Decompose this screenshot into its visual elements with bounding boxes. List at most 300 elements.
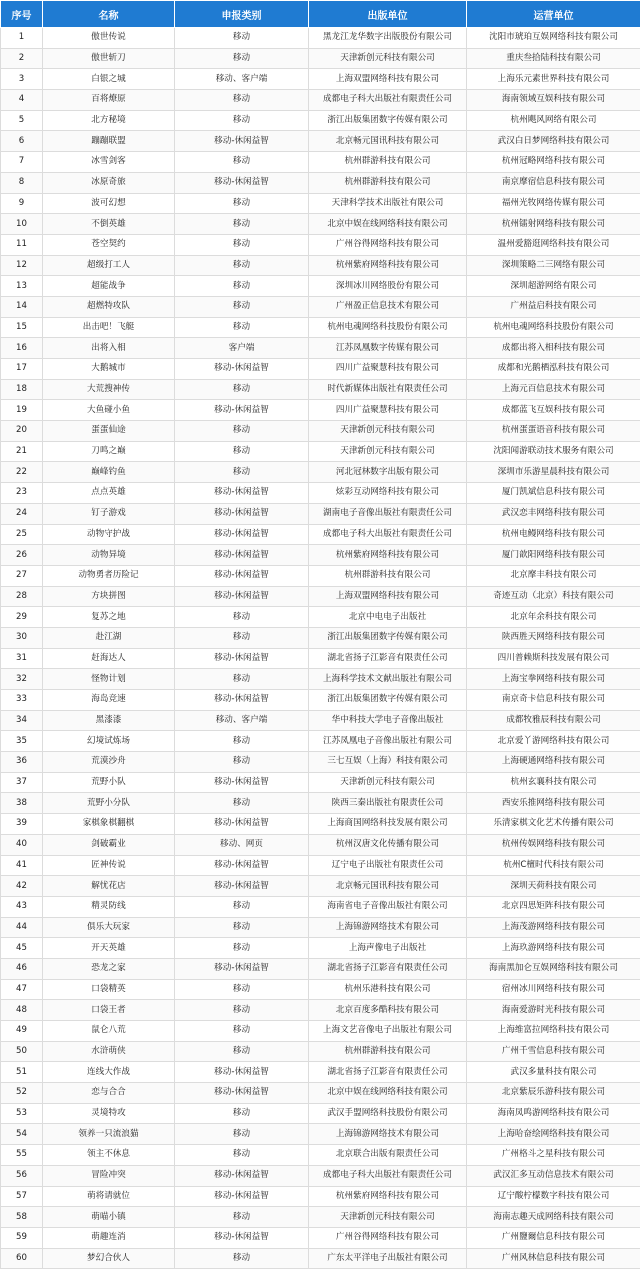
cell-publisher: 北京联合出版有限责任公司 [309, 1145, 467, 1166]
table-row [1, 586, 640, 607]
cell-publisher: 四川广益聚慧科技有限公司 [309, 359, 467, 380]
cell-index: 34 [1, 710, 43, 731]
cell-publisher: 江苏凤凰电子音像出版社有限公司 [309, 731, 467, 752]
table-row [1, 938, 640, 959]
table-row [1, 28, 640, 49]
table-row [1, 90, 640, 111]
cell-publisher: 北京畅元国讯科技有限公司 [309, 876, 467, 897]
cell-index: 30 [1, 627, 43, 648]
cell-publisher: 北京中娱在线网络科技有限公司 [309, 1083, 467, 1104]
cell-publisher: 辽宁电子出版社有限责任公司 [309, 855, 467, 876]
cell-category: 移动-休闲益智 [175, 586, 309, 607]
cell-operator: 广州千雪信息科技有限公司 [467, 1041, 640, 1062]
cell-publisher: 上海商国网络科技发展有限公司 [309, 814, 467, 835]
cell-operator: 海南志趣天成网络科技有限公司 [467, 1207, 640, 1228]
cell-name: 巅峰钓鱼 [43, 462, 175, 483]
cell-publisher: 河北冠林数字出版有限公司 [309, 462, 467, 483]
cell-name: 荒野小队 [43, 772, 175, 793]
table-row [1, 607, 640, 628]
cell-category: 移动 [175, 421, 309, 442]
cell-category: 移动 [175, 1021, 309, 1042]
cell-index: 1 [1, 28, 43, 49]
cell-index: 19 [1, 400, 43, 421]
cell-index: 5 [1, 110, 43, 131]
cell-category: 移动 [175, 317, 309, 338]
cell-publisher: 杭州群游科技有限公司 [309, 1041, 467, 1062]
cell-publisher: 成都电子科大出版社有限责任公司 [309, 1165, 467, 1186]
cell-name: 白银之城 [43, 69, 175, 90]
cell-name: 匠神传说 [43, 855, 175, 876]
cell-operator: 成都和光鹅栖泓科技有限公司 [467, 359, 640, 380]
cell-publisher: 上海锦游网络技术有限公司 [309, 917, 467, 938]
cell-name: 幻境试炼场 [43, 731, 175, 752]
cell-operator: 北京爱丫游网络科技有限公司 [467, 731, 640, 752]
cell-operator: 上海硬通网络科技有限公司 [467, 752, 640, 773]
cell-category: 移动 [175, 752, 309, 773]
cell-index: 57 [1, 1186, 43, 1207]
cell-operator: 上海茂游网络科技有限公司 [467, 917, 640, 938]
cell-publisher: 天津新创元科技有限公司 [309, 441, 467, 462]
cell-index: 7 [1, 152, 43, 173]
cell-index: 35 [1, 731, 43, 752]
cell-category: 移动 [175, 669, 309, 690]
table-row [1, 669, 640, 690]
cell-operator: 北京四思矩阵科技有限公司 [467, 896, 640, 917]
cell-publisher: 北京畅元国讯科技有限公司 [309, 131, 467, 152]
cell-index: 46 [1, 958, 43, 979]
cell-publisher: 华中科技大学电子音像出版社 [309, 710, 467, 731]
cell-operator: 杭州飓风网络有限公司 [467, 110, 640, 131]
table-row [1, 545, 640, 566]
cell-category: 移动-休闲益智 [175, 359, 309, 380]
cell-operator: 福州光牧网络传媒有限公司 [467, 193, 640, 214]
cell-name: 解忧花店 [43, 876, 175, 897]
table-row [1, 152, 640, 173]
table-row [1, 958, 640, 979]
table-row [1, 69, 640, 90]
cell-index: 38 [1, 793, 43, 814]
table-header [1, 1, 640, 28]
cell-index: 6 [1, 131, 43, 152]
table-row [1, 1207, 640, 1228]
cell-category: 移动-休闲益智 [175, 855, 309, 876]
cell-index: 42 [1, 876, 43, 897]
cell-name: 萌将请就位 [43, 1186, 175, 1207]
table-row [1, 979, 640, 1000]
cell-category: 客户端 [175, 338, 309, 359]
cell-publisher: 黑龙江龙华数字出版股份有限公司 [309, 28, 467, 49]
cell-category: 移动 [175, 896, 309, 917]
cell-index: 40 [1, 834, 43, 855]
cell-index: 26 [1, 545, 43, 566]
cell-index: 45 [1, 938, 43, 959]
table-row [1, 1165, 640, 1186]
header-name: 名称 [43, 1, 175, 28]
cell-name: 钉子游戏 [43, 503, 175, 524]
table-row [1, 1000, 640, 1021]
cell-operator: 奇迹互动（北京）科技有限公司 [467, 586, 640, 607]
cell-name: 恐龙之家 [43, 958, 175, 979]
cell-category: 移动 [175, 979, 309, 1000]
cell-index: 21 [1, 441, 43, 462]
table-row [1, 565, 640, 586]
cell-index: 58 [1, 1207, 43, 1228]
cell-category: 移动-休闲益智 [175, 648, 309, 669]
cell-operator: 上海哈奋绘网络科技有限公司 [467, 1124, 640, 1145]
table-row [1, 793, 640, 814]
cell-index: 53 [1, 1103, 43, 1124]
cell-index: 47 [1, 979, 43, 1000]
cell-name: 大荒搜神传 [43, 379, 175, 400]
cell-category: 移动-休闲益智 [175, 483, 309, 504]
cell-operator: 杭州玄襄科技有限公司 [467, 772, 640, 793]
cell-operator: 上海玖游网络科技有限公司 [467, 938, 640, 959]
table-row [1, 296, 640, 317]
table-row [1, 462, 640, 483]
cell-category: 移动 [175, 1000, 309, 1021]
cell-operator: 重庆叁拾陆科技有限公司 [467, 48, 640, 69]
table-row [1, 1124, 640, 1145]
cell-name: 波可幻想 [43, 193, 175, 214]
cell-publisher: 浙江出版集团数字传媒有限公司 [309, 110, 467, 131]
cell-name: 复苏之地 [43, 607, 175, 628]
table-row [1, 234, 640, 255]
cell-category: 移动-休闲益智 [175, 565, 309, 586]
cell-index: 39 [1, 814, 43, 835]
cell-publisher: 湖北省扬子江影音有限责任公司 [309, 1062, 467, 1083]
cell-category: 移动 [175, 90, 309, 111]
cell-name: 傲世传说 [43, 28, 175, 49]
cell-name: 不倒英雄 [43, 214, 175, 235]
cell-index: 55 [1, 1145, 43, 1166]
table-row [1, 1248, 640, 1269]
cell-operator: 杭州蛋蛋语音科技有限公司 [467, 421, 640, 442]
cell-operator: 北京年余科技有限公司 [467, 607, 640, 628]
cell-name: 赴江湖 [43, 627, 175, 648]
cell-category: 移动 [175, 234, 309, 255]
cell-name: 冰原奇旅 [43, 172, 175, 193]
cell-publisher: 杭州紫府网络科技有限公司 [309, 255, 467, 276]
cell-category: 移动 [175, 462, 309, 483]
cell-index: 27 [1, 565, 43, 586]
cell-operator: 海南领域互娱科技有限公司 [467, 90, 640, 111]
table-row [1, 710, 640, 731]
cell-operator: 广州鹽爾信息科技有限公司 [467, 1227, 640, 1248]
cell-name: 百将燎原 [43, 90, 175, 111]
table-row [1, 690, 640, 711]
cell-publisher: 天津新创元科技有限公司 [309, 772, 467, 793]
cell-name: 大鹅城市 [43, 359, 175, 380]
table-row [1, 896, 640, 917]
cell-category: 移动 [175, 1041, 309, 1062]
cell-category: 移动 [175, 296, 309, 317]
cell-operator: 武汉汇多互动信息技术有限公司 [467, 1165, 640, 1186]
cell-name: 萌喵小镇 [43, 1207, 175, 1228]
cell-name: 水浒萌侠 [43, 1041, 175, 1062]
table-row [1, 131, 640, 152]
cell-name: 剑破霸业 [43, 834, 175, 855]
cell-publisher: 北京中电电子出版社 [309, 607, 467, 628]
cell-publisher: 炫彩互动网络科技有限公司 [309, 483, 467, 504]
cell-publisher: 上海科学技术文献出版社有限公司 [309, 669, 467, 690]
cell-name: 大鱼碰小鱼 [43, 400, 175, 421]
cell-index: 17 [1, 359, 43, 380]
cell-operator: 上海乐元素世界科技有限公司 [467, 69, 640, 90]
cell-publisher: 杭州群游科技有限公司 [309, 152, 467, 173]
cell-name: 冰雪剑客 [43, 152, 175, 173]
table-row [1, 1103, 640, 1124]
cell-publisher: 陕西三秦出版社有限责任公司 [309, 793, 467, 814]
cell-category: 移动 [175, 255, 309, 276]
cell-category: 移动 [175, 193, 309, 214]
cell-category: 移动 [175, 441, 309, 462]
cell-publisher: 武汉手盟网络科技股份有限公司 [309, 1103, 467, 1124]
cell-publisher: 杭州紫府网络科技有限公司 [309, 1186, 467, 1207]
cell-publisher: 天津科学技术出版社有限公司 [309, 193, 467, 214]
cell-name: 点点英雄 [43, 483, 175, 504]
cell-publisher: 四川广益聚慧科技有限公司 [309, 400, 467, 421]
cell-category: 移动-休闲益智 [175, 876, 309, 897]
cell-name: 动物守护战 [43, 524, 175, 545]
cell-index: 2 [1, 48, 43, 69]
cell-operator: 杭州冠略网络科技有限公司 [467, 152, 640, 173]
cell-publisher: 湖北省扬子江影音有限责任公司 [309, 958, 467, 979]
cell-category: 移动 [175, 1145, 309, 1166]
cell-operator: 深圳超游网络有限公司 [467, 276, 640, 297]
cell-operator: 成都出将入相科技有限公司 [467, 338, 640, 359]
cell-operator: 武汉白日梦网络科技有限公司 [467, 131, 640, 152]
table-row [1, 876, 640, 897]
cell-index: 12 [1, 255, 43, 276]
cell-operator: 广州风林信息科技有限公司 [467, 1248, 640, 1269]
cell-operator: 宿州冰川网络科技有限公司 [467, 979, 640, 1000]
cell-category: 移动 [175, 627, 309, 648]
table-row [1, 503, 640, 524]
cell-index: 11 [1, 234, 43, 255]
cell-index: 37 [1, 772, 43, 793]
cell-index: 22 [1, 462, 43, 483]
table-row [1, 441, 640, 462]
cell-index: 52 [1, 1083, 43, 1104]
cell-operator: 四川普赖斯科技发展有限公司 [467, 648, 640, 669]
cell-category: 移动-休闲益智 [175, 814, 309, 835]
cell-operator: 温州爱豁逛网络科技有限公司 [467, 234, 640, 255]
cell-publisher: 杭州群游科技有限公司 [309, 172, 467, 193]
table-row [1, 48, 640, 69]
header-index: 序号 [1, 1, 43, 28]
cell-index: 3 [1, 69, 43, 90]
table-row [1, 855, 640, 876]
cell-name: 精灵防线 [43, 896, 175, 917]
cell-publisher: 湖南电子音像出版社有限责任公司 [309, 503, 467, 524]
cell-name: 荒野小分队 [43, 793, 175, 814]
cell-category: 移动-休闲益智 [175, 172, 309, 193]
cell-category: 移动 [175, 793, 309, 814]
cell-operator: 深圳市乐游星晨科技有限公司 [467, 462, 640, 483]
cell-index: 56 [1, 1165, 43, 1186]
cell-category: 移动 [175, 1207, 309, 1228]
cell-publisher: 浙江出版集团数字传媒有限公司 [309, 627, 467, 648]
cell-operator: 武汉多量科技有限公司 [467, 1062, 640, 1083]
cell-name: 领养一只流浪猫 [43, 1124, 175, 1145]
cell-index: 8 [1, 172, 43, 193]
cell-operator: 广州益启科技有限公司 [467, 296, 640, 317]
cell-name: 连线大作战 [43, 1062, 175, 1083]
cell-operator: 广州格斗之星科技有限公司 [467, 1145, 640, 1166]
cell-index: 10 [1, 214, 43, 235]
cell-operator: 海南凤鸣游网络科技有限公司 [467, 1103, 640, 1124]
cell-publisher: 海南省电子音像出版社有限公司 [309, 896, 467, 917]
cell-publisher: 天津新创元科技有限公司 [309, 48, 467, 69]
table-row [1, 814, 640, 835]
cell-operator: 武汉恋丰网络科技有限公司 [467, 503, 640, 524]
cell-category: 移动、客户端 [175, 710, 309, 731]
table-row [1, 1021, 640, 1042]
cell-operator: 北京摩丰科技有限公司 [467, 565, 640, 586]
cell-category: 移动-休闲益智 [175, 772, 309, 793]
cell-operator: 成都牧雅辰科技有限公司 [467, 710, 640, 731]
cell-name: 北方秘境 [43, 110, 175, 131]
cell-operator: 厦门凯斌信息科技有限公司 [467, 483, 640, 504]
cell-category: 移动 [175, 48, 309, 69]
cell-operator: 海南黑加仑互娱网络科技有限公司 [467, 958, 640, 979]
table-row [1, 379, 640, 400]
cell-category: 移动-休闲益智 [175, 1227, 309, 1248]
cell-index: 18 [1, 379, 43, 400]
table-row [1, 317, 640, 338]
table-row [1, 421, 640, 442]
cell-operator: 陕西胜天网络科技有限公司 [467, 627, 640, 648]
table-row [1, 193, 640, 214]
cell-category: 移动 [175, 110, 309, 131]
cell-name: 俱乐大玩家 [43, 917, 175, 938]
table-row [1, 917, 640, 938]
cell-index: 9 [1, 193, 43, 214]
cell-index: 15 [1, 317, 43, 338]
cell-publisher: 杭州紫府网络科技有限公司 [309, 545, 467, 566]
cell-publisher: 广州盈正信息技术有限公司 [309, 296, 467, 317]
cell-publisher: 上海声像电子出版社 [309, 938, 467, 959]
cell-name: 赶海达人 [43, 648, 175, 669]
cell-index: 36 [1, 752, 43, 773]
cell-category: 移动-休闲益智 [175, 690, 309, 711]
cell-publisher: 天津新创元科技有限公司 [309, 421, 467, 442]
cell-index: 4 [1, 90, 43, 111]
cell-index: 59 [1, 1227, 43, 1248]
cell-publisher: 上海锦游网络技术有限公司 [309, 1124, 467, 1145]
cell-name: 动物异境 [43, 545, 175, 566]
table-row [1, 1083, 640, 1104]
cell-operator: 成都蓝飞互娱科技有限公司 [467, 400, 640, 421]
cell-name: 恋与合合 [43, 1083, 175, 1104]
cell-publisher: 湖北省扬子江影音有限责任公司 [309, 648, 467, 669]
table-row [1, 338, 640, 359]
cell-name: 萌趣连消 [43, 1227, 175, 1248]
cell-index: 54 [1, 1124, 43, 1145]
cell-category: 移动、网页 [175, 834, 309, 855]
cell-index: 20 [1, 421, 43, 442]
cell-name: 动物勇者历险记 [43, 565, 175, 586]
cell-category: 移动-休闲益智 [175, 524, 309, 545]
cell-operator: 厦门歆阳网络科技有限公司 [467, 545, 640, 566]
cell-operator: 深圳天荷科技有限公司 [467, 876, 640, 897]
table-body [1, 28, 640, 1269]
cell-publisher: 成都电子科大出版社有限责任公司 [309, 90, 467, 111]
cell-operator: 杭州电魂网络科技股份有限公司 [467, 317, 640, 338]
cell-publisher: 上海双盟网络科技有限公司 [309, 586, 467, 607]
cell-name: 领主不休息 [43, 1145, 175, 1166]
cell-operator: 沈阳闻游联动技术服务有限公司 [467, 441, 640, 462]
cell-publisher: 上海双盟网络科技有限公司 [309, 69, 467, 90]
cell-publisher: 三七互娱（上海）科技有限公司 [309, 752, 467, 773]
cell-operator: 南京摩宿信息科技有限公司 [467, 172, 640, 193]
cell-index: 33 [1, 690, 43, 711]
cell-index: 48 [1, 1000, 43, 1021]
cell-publisher: 上海文艺音像电子出版社有限公司 [309, 1021, 467, 1042]
cell-index: 43 [1, 896, 43, 917]
cell-operator: 杭州镭射网络科技有限公司 [467, 214, 640, 235]
cell-name: 开天英雄 [43, 938, 175, 959]
table-row [1, 255, 640, 276]
cell-category: 移动 [175, 214, 309, 235]
table-row [1, 731, 640, 752]
cell-name: 超燃特攻队 [43, 296, 175, 317]
cell-publisher: 广东太平洋电子出版社有限公司 [309, 1248, 467, 1269]
cell-publisher: 杭州乐港科技有限公司 [309, 979, 467, 1000]
cell-operator: 杭州传娱网络科技有限公司 [467, 834, 640, 855]
table-row [1, 1041, 640, 1062]
cell-name: 灵境特攻 [43, 1103, 175, 1124]
cell-publisher: 深圳冰川网络股份有限公司 [309, 276, 467, 297]
header-publisher: 出版单位 [309, 1, 467, 28]
cell-index: 60 [1, 1248, 43, 1269]
cell-operator: 乐清家棋文化艺术传播有限公司 [467, 814, 640, 835]
table-row [1, 1186, 640, 1207]
cell-name: 出将入相 [43, 338, 175, 359]
cell-name: 冒险冲突 [43, 1165, 175, 1186]
cell-category: 移动 [175, 152, 309, 173]
cell-category: 移动 [175, 28, 309, 49]
cell-category: 移动-休闲益智 [175, 131, 309, 152]
cell-category: 移动-休闲益智 [175, 1062, 309, 1083]
table-row [1, 1062, 640, 1083]
cell-name: 超级打工人 [43, 255, 175, 276]
cell-operator: 杭州电鳗网络科技有限公司 [467, 524, 640, 545]
cell-operator: 西安乐推网络科技有限公司 [467, 793, 640, 814]
table-row [1, 483, 640, 504]
cell-category: 移动 [175, 276, 309, 297]
cell-category: 移动 [175, 1124, 309, 1145]
cell-index: 25 [1, 524, 43, 545]
table-row [1, 648, 640, 669]
table-row [1, 772, 640, 793]
cell-index: 29 [1, 607, 43, 628]
cell-name: 傲世斩刀 [43, 48, 175, 69]
cell-index: 44 [1, 917, 43, 938]
cell-category: 移动、客户端 [175, 69, 309, 90]
cell-index: 31 [1, 648, 43, 669]
cell-category: 移动-休闲益智 [175, 400, 309, 421]
cell-name: 鼠仑八荒 [43, 1021, 175, 1042]
cell-publisher: 时代新媒体出版社有限责任公司 [309, 379, 467, 400]
cell-category: 移动 [175, 938, 309, 959]
table-row [1, 359, 640, 380]
cell-index: 14 [1, 296, 43, 317]
cell-category: 移动 [175, 607, 309, 628]
cell-index: 24 [1, 503, 43, 524]
cell-name: 蛋蛋仙途 [43, 421, 175, 442]
cell-publisher: 广州谷得网络科技有限公司 [309, 1227, 467, 1248]
